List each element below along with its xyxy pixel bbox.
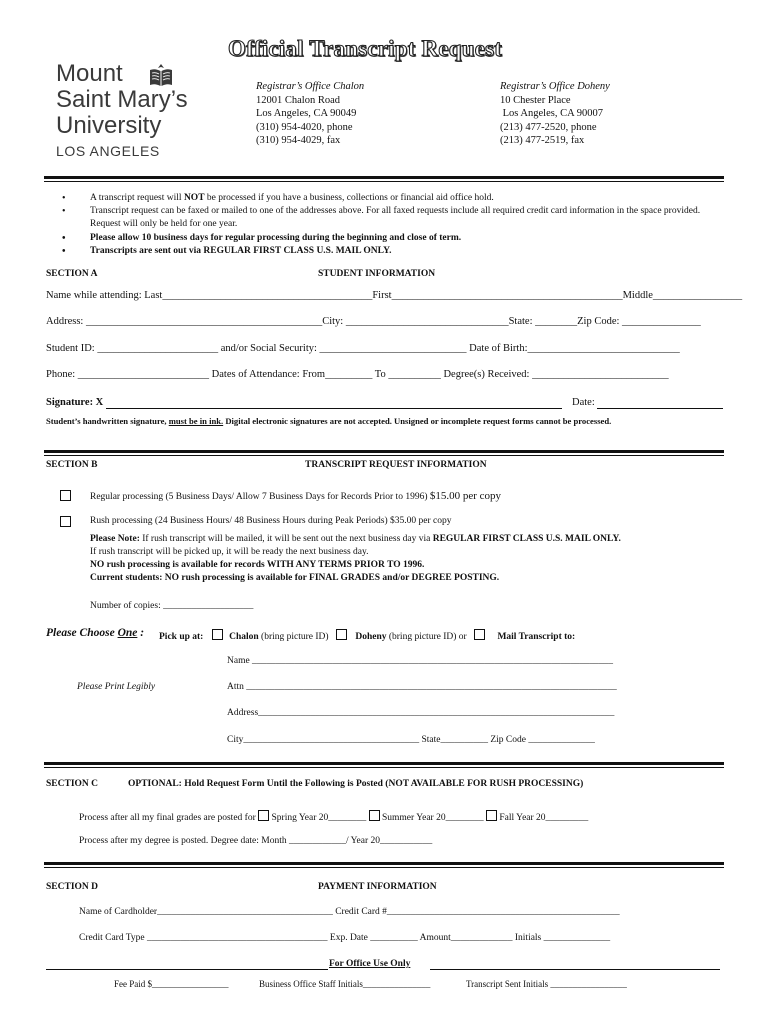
section-divider	[44, 762, 724, 765]
instruction-item: • A transcript request will NOT be processed if you have a business, collections or financial aid office hold.	[58, 192, 728, 205]
instructions-list	[58, 192, 728, 258]
transcript-sent-field[interactable]: Transcript Sent Initials _________________	[466, 979, 627, 989]
mail-name-field[interactable]: Name ____________________________________________________________________________	[227, 656, 614, 666]
office-use-line-left	[46, 969, 328, 970]
spring-year-field[interactable]: Spring Year 20________	[271, 813, 367, 823]
office-use-heading: For Office Use Only	[329, 959, 411, 969]
phone-fields[interactable]: Phone: _________________________ Dates of Attendance: From_________ To __________ Degree(s) Received: __________________________	[46, 369, 669, 380]
hold-for-grades-row	[79, 810, 588, 823]
address-fields[interactable]: Address: _____________________________________________City: _______________________________State: ________Zip Code: _______________	[46, 316, 701, 327]
mail-attn-field[interactable]: Attn ______________________________________________________________________________	[227, 682, 617, 692]
chalon-address-line: 12001 Chalon Road	[256, 94, 340, 106]
chalon-address-line: Los Angeles, CA 90049	[256, 108, 357, 119]
staff-initials-field[interactable]: Business Office Staff Initials_______________	[259, 979, 431, 989]
section-c-heading: OPTIONAL: Hold Request Form Until the Following is Posted (NOT AVAILABLE FOR RUSH PROCESSING)	[128, 779, 584, 789]
book-crest-icon	[148, 62, 174, 91]
section-divider	[44, 450, 724, 453]
rush-note	[90, 533, 621, 585]
chalon-office-heading: Registrar’s Office Chalon	[256, 81, 365, 92]
doheny-address-line: Los Angeles, CA 90007	[500, 108, 603, 119]
no-rush-notice: NO rush processing is available for records WITH ANY TERMS PRIOR TO 1996.	[90, 560, 425, 570]
section-a-heading: STUDENT INFORMATION	[318, 269, 436, 279]
doheny-fax: (213) 477-2519, fax	[500, 135, 585, 146]
doheny-address-line: 10 Chester Place	[500, 94, 571, 106]
date-label: Date:	[572, 397, 595, 408]
page-title: Official Transcript Request	[228, 36, 503, 61]
choose-label: Please Choose One :	[46, 627, 145, 639]
rush-note-line: Please Note: If rush transcript will be mailed, it will be sent out the next business day via REGULAR FIRST CLASS U.S. MAIL ONLY.	[90, 534, 621, 544]
logo-line-1: Mount	[56, 60, 123, 87]
instruction-item: • Transcripts are sent out via REGULAR FIRST CLASS U.S. MAIL ONLY.	[58, 245, 728, 258]
cardholder-row[interactable]: Name of Cardholder_____________________________________ Credit Card #_________________________________________________	[79, 907, 620, 917]
pick-up-at-label: Pick up at:	[159, 632, 204, 642]
pickup-options	[159, 629, 575, 642]
doheny-office-heading: Registrar’s Office Doheny	[500, 81, 610, 92]
section-divider	[44, 862, 724, 865]
hold-for-degree-row[interactable]: Process after my degree is posted. Degree date: Month ____________/ Year 20___________	[79, 836, 433, 846]
chalon-checkbox[interactable]	[212, 629, 223, 640]
chalon-note: (bring picture ID)	[258, 632, 329, 642]
doheny-label: Doheny	[355, 632, 387, 642]
rush-processing-label: Rush processing (24 Business Hours/ 48 Business Hours during Peak Periods) $35.00 per copy	[90, 516, 452, 526]
signature-label: Signature: X	[46, 397, 104, 408]
summer-year-field[interactable]: Summer Year 20________	[382, 813, 484, 823]
instruction-item: • Please allow 10 business days for regular processing during the beginning and close of term.	[58, 232, 728, 245]
logo-line-3: University	[56, 112, 162, 139]
rush-pickup-line: If rush transcript will be picked up, it will be ready the next business day.	[90, 547, 369, 557]
chalon-phone: (310) 954-4020, phone	[256, 121, 353, 133]
chalon-label: Chalon	[229, 632, 259, 642]
print-legibly-note: Please Print Legibly	[77, 682, 156, 692]
mail-city-state-zip-field[interactable]: City_____________________________________ State__________ Zip Code ______________	[227, 735, 595, 745]
office-use-line-right	[430, 969, 720, 970]
doheny-note: (bring picture ID) or	[386, 632, 467, 642]
name-fields[interactable]: Name while attending: Last________________________________________First____________________________________________Middle_________________	[46, 290, 743, 301]
chalon-office-address	[256, 80, 364, 148]
number-of-copies-field[interactable]: Number of copies: ___________________	[90, 601, 254, 611]
doheny-phone: (213) 477-2520, phone	[500, 121, 597, 133]
section-divider	[44, 176, 724, 179]
fall-checkbox[interactable]	[486, 810, 497, 821]
regular-processing-label: Regular processing (5 Business Days/ Allow 7 Business Days for Records Prior to 1996) $15.00 per copy	[90, 490, 502, 502]
mail-transcript-label: Mail Transcript to:	[497, 632, 576, 642]
logo-line-2: Saint Mary’s	[56, 86, 188, 113]
section-c-label: SECTION C	[46, 779, 98, 789]
section-d-label: SECTION D	[46, 882, 98, 892]
signature-note: Student’s handwritten signature, must be in ink. Digital electronic signatures are not accepted. Unsigned or incomplete request forms cannot be processed.	[46, 416, 612, 426]
regular-processing-checkbox[interactable]	[60, 490, 71, 501]
mail-transcript-checkbox[interactable]	[474, 629, 485, 640]
hold-grades-label: Process after all my final grades are posted for	[79, 813, 259, 823]
section-a-label: SECTION A	[46, 269, 98, 279]
fall-year-field[interactable]: Fall Year 20_________	[499, 813, 589, 823]
logo-line-4: LOS ANGELES	[56, 143, 160, 159]
date-line[interactable]	[597, 408, 723, 409]
id-fields[interactable]: Student ID: _______________________ and/or Social Security: ____________________________ Date of Birth:_____________________________	[46, 343, 680, 354]
spring-checkbox[interactable]	[258, 810, 269, 821]
mail-address-field[interactable]: Address___________________________________________________________________________	[227, 708, 615, 718]
section-b-heading: TRANSCRIPT REQUEST INFORMATION	[305, 460, 487, 470]
fee-paid-field[interactable]: Fee Paid $_________________	[114, 979, 229, 989]
no-rush-notice: Current students: NO rush processing is available for FINAL GRADES and/or DEGREE POSTING.	[90, 573, 500, 583]
doheny-checkbox[interactable]	[336, 629, 347, 640]
signature-line[interactable]	[106, 408, 562, 409]
section-b-label: SECTION B	[46, 460, 98, 470]
instruction-item: • Transcript request can be faxed or mailed to one of the addresses above. For all faxed requests include all required credit card information in the space provided. Request will only be held for one year.	[58, 205, 728, 231]
summer-checkbox[interactable]	[369, 810, 380, 821]
chalon-fax: (310) 954-4029, fax	[256, 135, 341, 146]
rush-processing-checkbox[interactable]	[60, 516, 71, 527]
card-type-row[interactable]: Credit Card Type ______________________________________ Exp. Date __________ Amount_____________ Initials ______________	[79, 933, 611, 943]
section-d-heading: PAYMENT INFORMATION	[318, 882, 437, 892]
pickup-choice-row	[46, 627, 144, 639]
doheny-office-address	[500, 80, 610, 148]
